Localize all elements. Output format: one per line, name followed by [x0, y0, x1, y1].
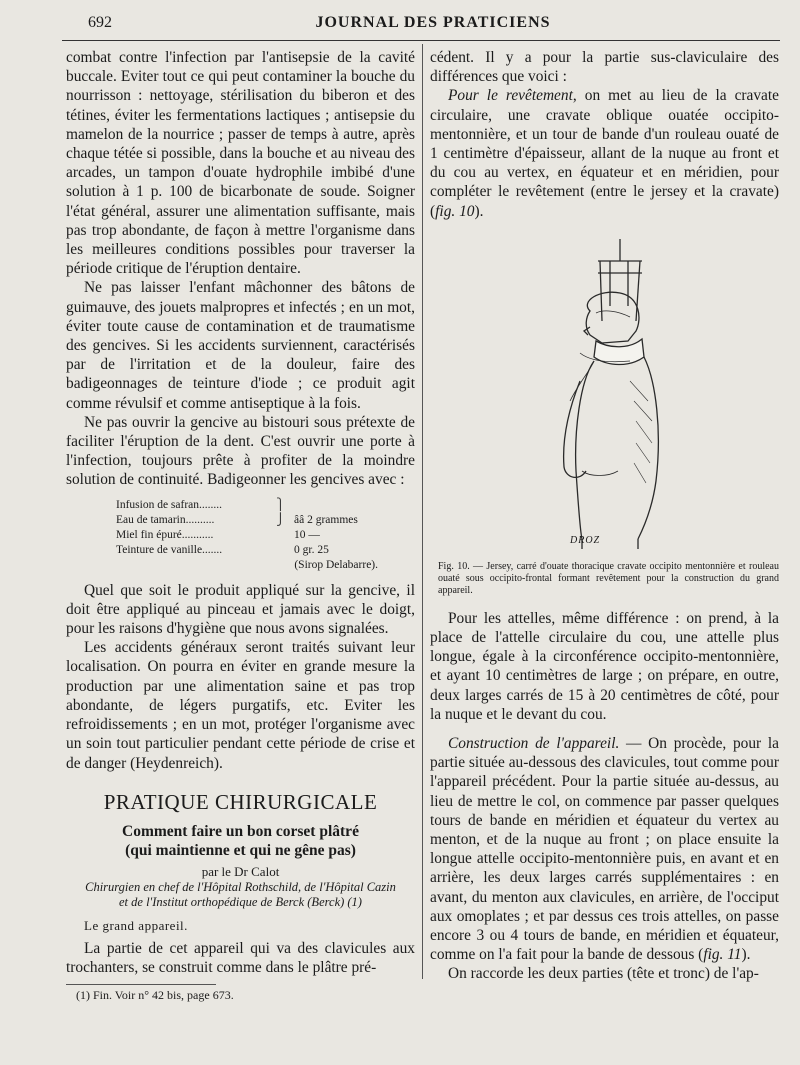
footnote-rule: [66, 984, 216, 985]
paragraph-text: , on met au lieu de la cravate circulaire, une cravate oblique ouatée occipito-mentonnière, et un tour de bande d'un rouleau ouaté de 1 centimètre d'épaisseur, allant de la nuque au front et du cou au vertex, en équateur et en méridien, pour compléter le revêtement (entre le jersey et la cravate) (: [430, 87, 779, 220]
paragraph-lead: Pour le revêtement: [448, 87, 573, 105]
formula-ingredient: Eau de tamarin..........: [116, 513, 215, 526]
formula-table: [116, 498, 396, 573]
paragraph: Ne pas laisser l'enfant mâchonner des bâtons de guimauve, des jouets malpropres et infectés ; en un mot, éviter toute cause de contamination et de traumatisme des gencives. Si les accidents surviennent, caractérisés par de l'irritation et de la douleur, faire des badigeonnages de teinture d'iode ; ce produit agit comme révulsif et comme antiseptique à la fois.: [66, 279, 415, 412]
right-column: [430, 48, 779, 984]
left-column: [66, 48, 415, 1003]
paragraph: On raccorde les deux parties (tête et tronc) de l'ap-: [448, 965, 759, 983]
running-title: JOURNAL DES PRATICIENS: [315, 14, 551, 31]
figure-reference: fig. 10: [435, 202, 475, 220]
column-divider: [422, 44, 423, 979]
paragraph-text: — On procède, pour la partie située au-dessous des clavicules, tout comme pour l'appareil précédent. Pour la partie située au-dessus, au lieu de mettre le col, on commence par passer quelques tours de bande en méridien et équateur du vertex au menton, et de la nuque au front ; on place ensuite la longue attelle occipito-mentonnière puis, en avant et en arrière, les deux larges carrés supplémentaires : en avant, du menton aux clavicules, en arrière, de l'occiput aux omoplates ; et par dessus ces trois attelles, on passe encore 3 ou 4 tours de bande, en méridien et équateur, comme on l'a fait pour la bande de dessous (: [430, 735, 779, 964]
article-title: [66, 822, 415, 860]
formula-row: [116, 513, 396, 528]
header-rule: [62, 40, 780, 41]
affiliation-line: Chirurgien en chef de l'Hôpital Rothschild, de l'Hôpital Cazin: [85, 879, 396, 894]
brace: ⎭: [276, 513, 285, 526]
formula-quantity: 0 gr. 25: [294, 543, 329, 556]
formula-row: [116, 528, 396, 543]
jersey-illustration: [430, 231, 779, 553]
paragraph: Quel que soit le produit appliqué sur la gencive, il doit être appliqué au pinceau et jamais avec le doigt, pour les raisons d'hygiène que nous avons signalées.: [66, 581, 415, 638]
section-title: PRATIQUE CHIRURGICALE: [103, 789, 378, 814]
formula-ingredient: Teinture de vanille.......: [116, 543, 223, 556]
formula-ingredient: Miel fin épuré...........: [116, 528, 214, 541]
page-number: 692: [88, 14, 112, 31]
byline: par le Dr Calot: [201, 863, 280, 879]
paragraph: Construction de l'appareil. — On procède, pour la partie située au-dessous des clavicules, tout comme pour l'appareil précédent. Pour la partie située au-dessus, au lieu de mettre le col, on commence par passer quelques tours de bande en méridien et équateur du vertex au menton, et de la nuque au front ; on place ensuite la longue attelle occipito-mentonnière puis, en avant et en arrière, les deux larges carrés supplémentaires : en avant, du menton aux clavicules, en arrière, de l'occiput aux omoplates ; et par dessus ces trois attelles, on passe encore 3 ou 4 tours de bande, en méridien et équateur, comme on l'a fait pour la bande de dessous (fig. 11).: [430, 735, 779, 964]
article-title-line: (qui maintienne et qui ne gêne pas): [125, 841, 356, 859]
paragraph: combat contre l'infection par l'antisepsie de la cavité buccale. Eviter tout ce qui peut contaminer la bouche du nourrisson : nettoyage, stérilisation du biberon et des tétines, éviter les fermentations lactiques ; antisepsie du mamelon de la nourrice ; passer de temps à autre, après chaque tétée si possible, dans la bouche et au niveau des arcades, un tampon d'ouate hydrophile imbibé d'une solution à 1 p. 100 de bicarbonate de soude. Soigner l'état général, assurer une alimentation suffisante, mais pas trop abondante, de façon à mettre l'organisme dans les meilleures conditions possibles pour traverser la période critique de l'éruption dentaire.: [66, 49, 415, 278]
figure-10: [430, 231, 779, 553]
figure-caption: Fig. 10. — Jersey, carré d'ouate thoracique cravate occipito mentonnière et rouleau ouaté sous occipito-frontal formant revêtement pour la construction du grand appareil.: [438, 560, 779, 596]
formula-source: (Sirop Delabarre).: [294, 558, 378, 571]
paragraph: cédent. Il y a pour la partie sus-claviculaire des différences que voici :: [430, 49, 779, 86]
formula-ingredient: Infusion de safran........: [116, 498, 223, 511]
paragraph-lead: Construction de l'appareil.: [448, 735, 620, 753]
article-title-line: Comment faire un bon corset plâtré: [122, 822, 359, 840]
formula-quantity: [294, 498, 396, 513]
formula-row: [116, 498, 396, 513]
affiliation-line: et de l'Institut orthopédique de Berck (Berck) (1): [119, 894, 362, 909]
brace: ⎫: [276, 498, 285, 511]
paragraph: La partie de cet appareil qui va des clavicules aux trochanters, se construit comme dans le plâtre pré-: [66, 940, 415, 977]
formula-row: [116, 543, 396, 558]
formula-quantity: 10 —: [294, 528, 320, 541]
paragraph: Ne pas ouvrir la gencive au bistouri sous prétexte de faciliter l'éruption de la dent. C'est ouvrir une porte à l'infection, toujours prête à profiter de la moindre solution de continuité. Badigeonner les gencives avec :: [66, 413, 415, 489]
figure-signature: DROZ: [570, 534, 601, 546]
paragraph: Les accidents généraux seront traités suivant leur localisation. On pourra en éviter en grande mesure la production par une alimentation saine et pas trop abondante, de légers purgatifs, etc. Eviter les refroidissements ; en un mot, protéger l'organisme avec un soin tout particulier pendant cette période de crise et de danger (Heydenreich).: [66, 639, 415, 772]
subheading: Le grand appareil.: [84, 917, 188, 933]
affiliation: [66, 880, 415, 910]
figure-reference: fig. 11: [703, 946, 742, 964]
formula-quantity: ââ 2 grammes: [294, 513, 358, 526]
page-header: [88, 14, 778, 38]
footnote: (1) Fin. Voir n° 42 bis, page 673.: [76, 987, 234, 1002]
paragraph: Pour les attelles, même différence : on prend, à la place de l'attelle circulaire du cou, une attelle plus longue, égale à la circonférence occipito-mentonnière, et ayant 10 centimètres de large ; on prépare, en outre, deux larges carrés de 15 à 20 centimètres de côté, pour la nuque et le devant du cou.: [430, 609, 779, 723]
paragraph: Pour le revêtement, on met au lieu de la cravate circulaire, une cravate oblique ouatée occipito-mentonnière, et un tour de bande d'un rouleau ouaté de 1 centimètre d'épaisseur, allant de la nuque au front et du cou au vertex, en équateur et en méridien, pour compléter le revêtement (entre le jersey et la cravate) (fig. 10).: [430, 87, 779, 220]
